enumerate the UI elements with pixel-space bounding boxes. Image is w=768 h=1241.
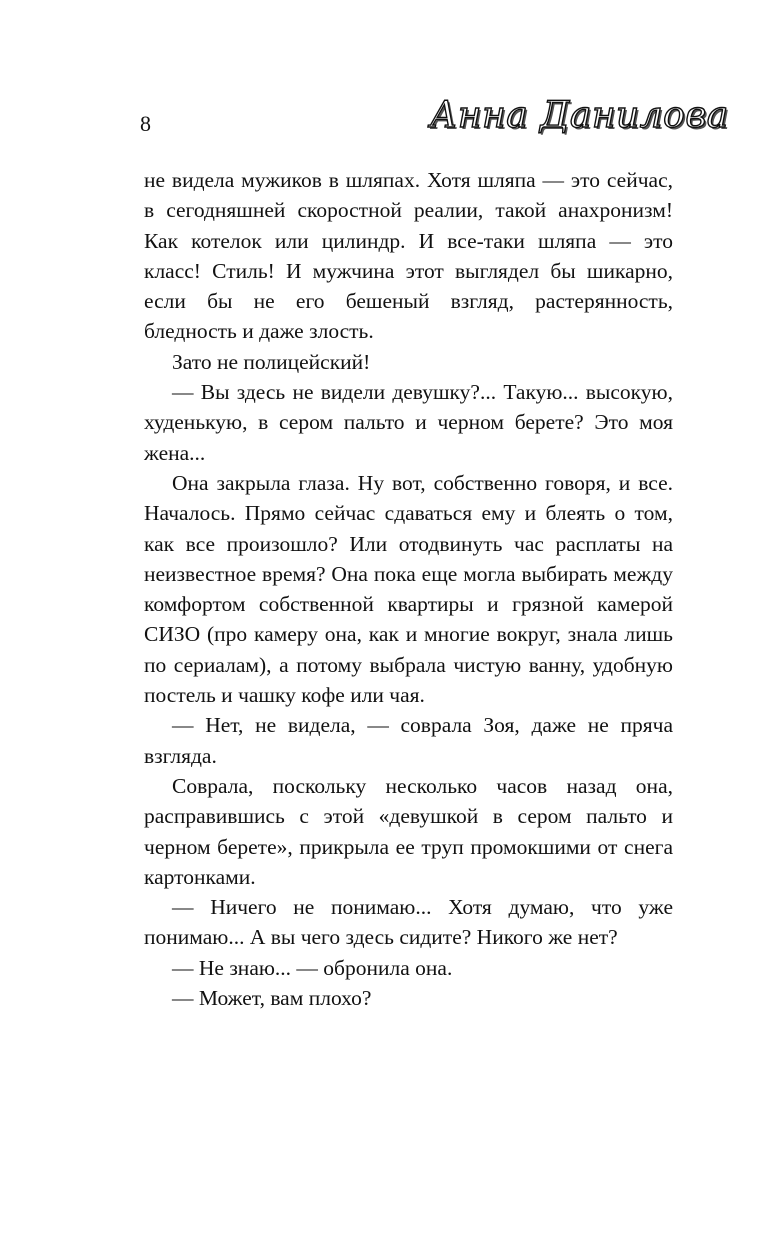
paragraph: не видела мужиков в шляпах. Хотя шляпа — это сейчас, в сегодняшней скоростной реалии, такой анахронизм! Как котелок или цилиндр. И все-таки шляпа — это класс! Стиль! И мужчина этот выглядел бы шикарно, если бы не его бешеный взгляд, растерянность, бледность и даже злость. <box>144 168 673 344</box>
paragraph: — Может, вам плохо? <box>172 986 372 1011</box>
paragraph: Зато не полицейский! <box>172 349 371 374</box>
paragraph: — Ничего не понимаю... Хотя думаю, что уже понимаю... А вы чего здесь сидите? Никого же нет? <box>144 895 673 950</box>
paragraph: Соврала, поскольку несколько часов назад она, расправившись с этой «девушкой в сером пальто и черном берете», прикрыла ее труп промокшими от снега картонками. <box>144 773 673 889</box>
paragraph: Она закрыла глаза. Ну вот, собственно говоря, и все. Началось. Прямо сейчас сдаваться ему и блеять о том, как все произошло? Или отодвинуть час расплаты на неизвестное время? Она пока еще могла выбирать между комфортом собственной квартиры и грязной камерой СИЗО (про камеру она, как и многие вокруг, знала лишь по сериалам), а потому выбрала чистую ванну, удобную постель и чашку кофе или чая. <box>144 470 673 708</box>
paragraph: — Вы здесь не видели девушку?... Такую... высокую, худенькую, в сером пальто и черном берете? Это моя жена... <box>144 380 673 465</box>
paragraph: — Нет, не видела, — соврала Зоя, даже не пряча взгляда. <box>144 713 673 768</box>
paragraph: — Не знаю... — обронила она. <box>172 955 453 980</box>
page-number: 8 <box>140 111 151 136</box>
body-text <box>144 165 673 1013</box>
running-header-author: Анна Данилова <box>430 95 729 136</box>
